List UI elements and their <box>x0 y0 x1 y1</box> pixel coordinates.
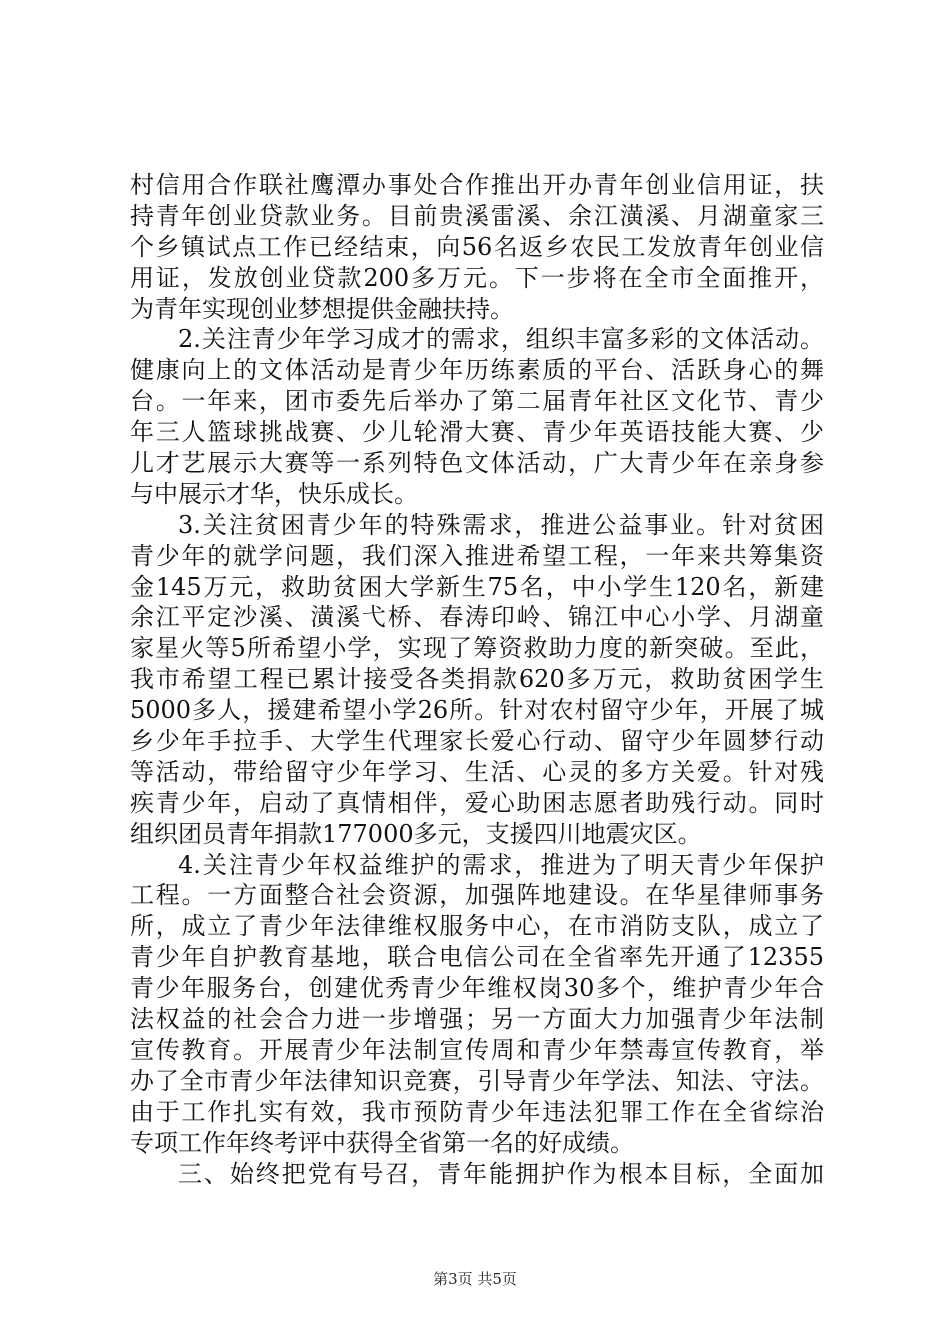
text-line: 三、始终把党有号召，青年能拥护作为根本目标，全面加 <box>178 1159 824 1188</box>
text-line: 宣传教育。开展青少年法制宣传周和青少年禁毒宣传教育，举 <box>130 1035 824 1064</box>
text-line: 儿才艺展示大赛等一系列特色文体活动，广大青少年在亲身参 <box>130 449 824 478</box>
document-body <box>130 170 824 1189</box>
text-line: 5000多人，援建希望小学26所。针对农村留守少年，开展了城 <box>130 696 824 725</box>
text-line: 乡少年手拉手、大学生代理家长爱心行动、留守少年圆梦行动 <box>130 727 824 756</box>
text-line: 健康向上的文体活动是青少年历练素质的平台、活跃身心的舞 <box>130 356 824 385</box>
text-line: 持青年创业贷款业务。目前贵溪雷溪、余江潢溪、月湖童家三 <box>130 201 824 230</box>
text-line: 村信用合作联社鹰潭办事处合作推出开办青年创业信用证，扶 <box>130 171 824 199</box>
text-line: 3.关注贫困青少年的特殊需求，推进公益事业。针对贫困 <box>178 510 824 539</box>
text-line: 个乡镇试点工作已经结束，向56名返乡农民工发放青年创业信 <box>130 232 824 261</box>
text-line: 余江平定沙溪、潢溪弋桥、春涛印岭、锦江中心小学、月湖童 <box>130 603 824 632</box>
text-line: 我市希望工程已累计接受各类捐款620多万元，救助贫困学生 <box>130 665 824 694</box>
text-line: 台。一年来，团市委先后举办了第二届青年社区文化节、青少 <box>130 387 824 416</box>
text-line: 专项工作年终考评中获得全省第一名的好成绩。 <box>130 1128 634 1157</box>
text-line: 4.关注青少年权益维护的需求，推进为了明天青少年保护 <box>178 850 824 879</box>
text-line: 法权益的社会合力进一步增强；另一方面大力加强青少年法制 <box>130 1005 824 1034</box>
text-line: 等活动，带给留守少年学习、生活、心灵的多方关爱。针对残 <box>130 757 824 786</box>
text-line: 由于工作扎实有效，我市预防青少年违法犯罪工作在全省综治 <box>130 1097 824 1126</box>
text-line: 青少年服务台，创建优秀青少年维权岗30多个，维护青少年合 <box>130 974 824 1003</box>
text-line: 金145万元，救助贫困大学新生75名，中小学生120名，新建 <box>130 572 824 601</box>
text-line: 与中展示才华，快乐成长。 <box>130 479 418 508</box>
text-line: 疾青少年，启动了真情相伴，爱心助困志愿者助残行动。同时 <box>130 788 824 817</box>
text-line: 组织团员青年捐款177000多元，支援四川地震灾区。 <box>130 819 702 848</box>
text-line: 年三人篮球挑战赛、少儿轮滑大赛、青少年英语技能大赛、少 <box>130 418 824 447</box>
text-line: 所，成立了青少年法律维权服务中心，在市消防支队，成立了 <box>130 912 824 941</box>
text-line: 用证，发放创业贷款200多万元。下一步将在全市全面推开， <box>130 263 824 292</box>
text-line: 青少年自护教育基地，联合电信公司在全省率先开通了12355 <box>130 943 824 972</box>
text-line: 工程。一方面整合社会资源，加强阵地建设。在华星律师事务 <box>130 881 824 910</box>
text-line: 青少年的就学问题，我们深入推进希望工程，一年来共筹集资 <box>130 541 824 570</box>
text-line: 办了全市青少年法律知识竞赛，引导青少年学法、知法、守法。 <box>130 1066 824 1095</box>
text-line: 家星火等5所希望小学，实现了筹资救助力度的新突破。至此， <box>130 634 824 663</box>
text-line: 为青年实现创业梦想提供金融扶持。 <box>130 294 514 323</box>
page-footer: 第3页 共5页 <box>433 1270 517 1288</box>
text-line: 2.关注青少年学习成才的需求，组织丰富多彩的文体活动。 <box>178 325 824 354</box>
